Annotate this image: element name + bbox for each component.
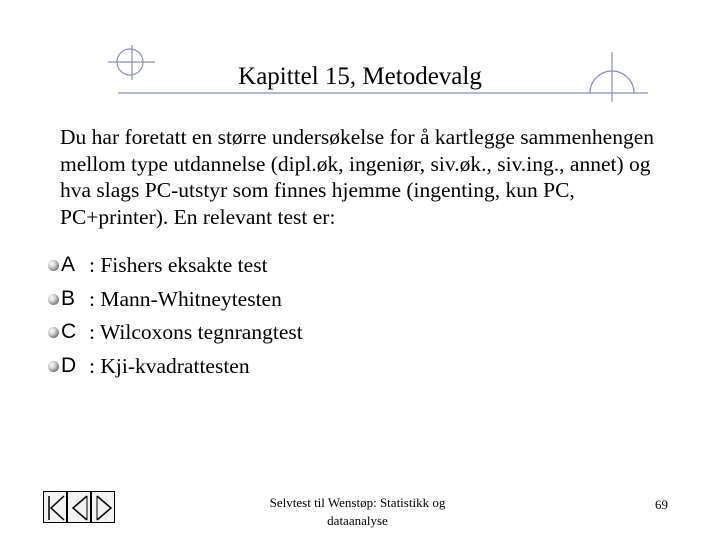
option-d[interactable] (44, 351, 544, 385)
option-b[interactable] (44, 284, 544, 318)
option-letter: B (61, 286, 76, 310)
option-a[interactable] (44, 250, 544, 284)
answer-options (44, 250, 544, 384)
bullet-icon (48, 260, 59, 271)
first-page-icon (44, 492, 68, 524)
option-text: : Mann-Whitneytesten (89, 286, 282, 311)
bullet-icon (48, 361, 59, 372)
option-letter: A (61, 253, 76, 276)
footer-caption: Selvtest til Wenstøp: Statistikk og dataanalyse (269, 495, 446, 528)
bullet-icon (48, 327, 59, 338)
bullet-icon (48, 294, 59, 305)
question-text: Du har foretatt en større undersøkelse for å kartlegge sammenhengen mellom type utdannelse (dipl.øk, ingeniør, siv.øk., siv.ing., annet) og hva slags PC-utstyr som finnes hjemme (ingenting, kun PC, PC+printer). En relevant test er: (60, 125, 655, 229)
page-number: 69 (655, 497, 668, 512)
previous-page-button[interactable] (67, 491, 91, 523)
option-c[interactable] (44, 317, 544, 351)
next-page-icon (92, 492, 116, 524)
option-letter: D (61, 353, 77, 377)
navigation-buttons (43, 491, 115, 523)
first-page-button[interactable] (43, 491, 67, 523)
next-page-button[interactable] (91, 491, 115, 523)
option-text: : Kji-kvadrattesten (89, 353, 250, 378)
option-text: : Wilcoxons tegnrangtest (89, 320, 303, 344)
option-letter: C (61, 320, 77, 343)
slide-title: Kapittel 15, Metodevalg (238, 63, 482, 90)
previous-page-icon (68, 492, 92, 524)
option-text: : Fishers eksakte test (89, 253, 268, 277)
